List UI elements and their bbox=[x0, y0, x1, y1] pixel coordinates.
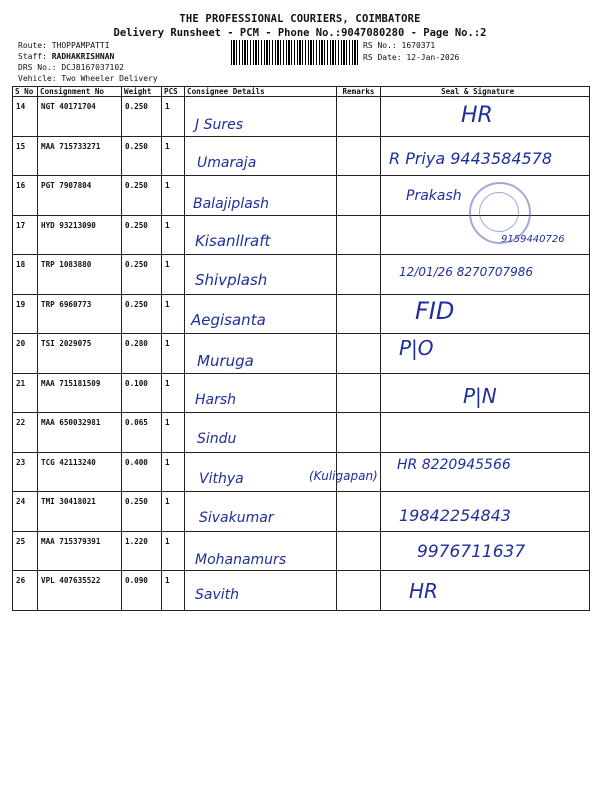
signature-handwriting: 9159440726 bbox=[501, 233, 565, 245]
staff-name: RADHAKRISHNAN bbox=[51, 52, 115, 61]
rs-date: RS Date: 12-Jan-2026 bbox=[363, 53, 460, 62]
route-label: Route: THOPPAMPATTI bbox=[18, 41, 110, 50]
row-remarks bbox=[337, 215, 381, 255]
table-row bbox=[13, 294, 590, 334]
barcode bbox=[231, 40, 359, 65]
row-pcs: 1 bbox=[162, 571, 185, 611]
row-remarks bbox=[337, 97, 381, 137]
col-consignee: Consignee Details bbox=[185, 87, 337, 97]
row-consignee bbox=[185, 176, 337, 216]
signature-handwriting: P|N bbox=[463, 383, 497, 408]
row-signature bbox=[381, 136, 590, 176]
row-weight: 0.250 bbox=[122, 176, 162, 216]
table-row bbox=[13, 413, 590, 453]
consignee-note-handwriting: (Kuligapan) bbox=[309, 468, 378, 483]
row-consignment: TCG 42113240 bbox=[38, 452, 122, 492]
runsheet-table bbox=[12, 86, 590, 611]
col-consignment: Consignment No bbox=[38, 87, 122, 97]
row-remarks bbox=[337, 136, 381, 176]
signature-handwriting: HR bbox=[409, 579, 438, 603]
row-pcs: 1 bbox=[162, 294, 185, 334]
row-remarks bbox=[337, 334, 381, 374]
row-weight: 0.250 bbox=[122, 97, 162, 137]
row-pcs: 1 bbox=[162, 334, 185, 374]
row-consignment: MAA 650032981 bbox=[38, 413, 122, 453]
consignee-handwriting: Vithya bbox=[199, 470, 244, 487]
row-consignee bbox=[185, 413, 337, 453]
row-remarks bbox=[337, 413, 381, 453]
row-sno: 17 bbox=[13, 215, 38, 255]
row-remarks bbox=[337, 571, 381, 611]
row-signature bbox=[381, 571, 590, 611]
row-weight: 0.400 bbox=[122, 452, 162, 492]
row-sno: 16 bbox=[13, 176, 38, 216]
col-pcs: PCS bbox=[162, 87, 185, 97]
row-weight: 1.220 bbox=[122, 531, 162, 571]
table-row bbox=[13, 373, 590, 413]
signature-handwriting: R Priya 9443584578 bbox=[389, 148, 553, 168]
row-remarks bbox=[337, 176, 381, 216]
signature-handwriting: HR 8220945566 bbox=[397, 456, 511, 473]
row-consignment: TRP 6960773 bbox=[38, 294, 122, 334]
signature-handwriting: 12/01/26 8270707986 bbox=[399, 265, 534, 279]
consignee-handwriting: Sindu bbox=[197, 431, 237, 447]
row-consignee bbox=[185, 452, 378, 492]
consignee-handwriting: Savith bbox=[195, 587, 240, 603]
row-pcs: 1 bbox=[162, 531, 185, 571]
row-consignee bbox=[185, 97, 337, 137]
row-signature bbox=[381, 294, 590, 334]
table-row bbox=[13, 452, 590, 492]
row-sno: 25 bbox=[13, 531, 38, 571]
row-pcs: 1 bbox=[162, 215, 185, 255]
signature-handwriting: HR bbox=[461, 103, 493, 128]
signature-handwriting: P|O bbox=[399, 336, 434, 360]
row-consignee bbox=[185, 294, 337, 334]
row-sno: 23 bbox=[13, 452, 38, 492]
row-consignment: TSI 2029075 bbox=[38, 334, 122, 374]
row-remarks bbox=[337, 294, 381, 334]
row-consignment: VPL 407635522 bbox=[38, 571, 122, 611]
table-row bbox=[13, 136, 590, 176]
runsheet-title: Delivery Runsheet - PCM - Phone No.:9047080280 - Page No.:2 bbox=[113, 27, 487, 39]
row-signature bbox=[381, 413, 590, 453]
row-consignee bbox=[185, 255, 337, 295]
signature-handwriting: FID bbox=[415, 296, 455, 325]
table-row bbox=[13, 492, 590, 532]
row-weight: 0.250 bbox=[122, 215, 162, 255]
consignee-handwriting: Umaraja bbox=[197, 154, 257, 171]
consignee-handwriting: Shivplash bbox=[195, 271, 268, 289]
consignee-handwriting: Sivakumar bbox=[199, 510, 274, 526]
row-signature bbox=[381, 452, 590, 492]
table-row bbox=[13, 334, 590, 374]
row-sno: 18 bbox=[13, 255, 38, 295]
row-signature bbox=[381, 531, 590, 571]
row-pcs: 1 bbox=[162, 176, 185, 216]
signature-handwriting: 9976711637 bbox=[417, 541, 526, 562]
row-signature bbox=[381, 373, 590, 413]
row-signature bbox=[381, 255, 590, 295]
row-weight: 0.250 bbox=[122, 294, 162, 334]
row-consignment: MAA 715181509 bbox=[38, 373, 122, 413]
row-weight: 0.065 bbox=[122, 413, 162, 453]
drs-label: DRS No.: bbox=[18, 63, 57, 72]
row-remarks bbox=[337, 373, 381, 413]
row-weight: 0.250 bbox=[122, 255, 162, 295]
row-signature bbox=[381, 492, 590, 532]
table-row bbox=[13, 571, 590, 611]
table-row bbox=[13, 255, 590, 295]
row-pcs: 1 bbox=[162, 136, 185, 176]
staff-label: Staff: bbox=[18, 52, 47, 61]
row-remarks bbox=[337, 492, 381, 532]
row-consignee bbox=[185, 571, 337, 611]
row-consignee bbox=[185, 334, 337, 374]
row-weight: 0.250 bbox=[122, 136, 162, 176]
row-consignment: HYD 93213090 bbox=[38, 215, 122, 255]
row-sno: 19 bbox=[13, 294, 38, 334]
consignee-handwriting: Balajiplash bbox=[193, 196, 269, 212]
col-remarks: Remarks bbox=[337, 87, 381, 97]
row-consignee bbox=[185, 136, 337, 176]
consignee-handwriting: Aegisanta bbox=[191, 310, 266, 329]
row-sno: 15 bbox=[13, 136, 38, 176]
col-sno: S No bbox=[13, 87, 38, 97]
row-signature bbox=[381, 334, 590, 374]
col-signature: Seal & Signature bbox=[381, 87, 590, 97]
company-title: THE PROFESSIONAL COURIERS, COIMBATORE bbox=[179, 13, 421, 25]
consignee-handwriting: Harsh bbox=[195, 391, 237, 408]
row-consignment: TRP 1083880 bbox=[38, 255, 122, 295]
row-pcs: 1 bbox=[162, 373, 185, 413]
staff-line bbox=[18, 52, 114, 63]
row-consignee bbox=[185, 492, 337, 532]
col-weight: Weight bbox=[122, 87, 162, 97]
row-weight: 0.250 bbox=[122, 492, 162, 532]
signature-handwriting: Prakash bbox=[406, 188, 462, 204]
row-consignment: MAA 715733271 bbox=[38, 136, 122, 176]
row-pcs: 1 bbox=[162, 255, 185, 295]
row-remarks bbox=[337, 255, 381, 295]
company-seal-stamp bbox=[469, 182, 531, 244]
row-sno: 21 bbox=[13, 373, 38, 413]
signature-handwriting: 19842254843 bbox=[399, 506, 511, 525]
row-weight: 0.280 bbox=[122, 334, 162, 374]
row-sno: 26 bbox=[13, 571, 38, 611]
row-consignee bbox=[185, 373, 337, 413]
row-pcs: 1 bbox=[162, 492, 185, 532]
row-weight: 0.090 bbox=[122, 571, 162, 611]
row-pcs: 1 bbox=[162, 97, 185, 137]
rs-number: RS No.: 1670371 bbox=[363, 41, 436, 50]
row-consignment: PGT 7907804 bbox=[38, 176, 122, 216]
row-sno: 22 bbox=[13, 413, 38, 453]
row-pcs: 1 bbox=[162, 452, 185, 492]
consignee-handwriting: Muruga bbox=[197, 352, 254, 370]
row-sno: 24 bbox=[13, 492, 38, 532]
table-header-row bbox=[13, 87, 590, 97]
row-consignee bbox=[185, 531, 337, 571]
consignee-handwriting: Kisanllraft bbox=[195, 231, 271, 250]
row-sno: 20 bbox=[13, 334, 38, 374]
row-consignment: NGT 40171704 bbox=[38, 97, 122, 137]
consignee-handwriting: J Sures bbox=[195, 117, 244, 133]
drs-number: DCJ8167037102 bbox=[61, 63, 124, 72]
vehicle-label: Vehicle: Two Wheeler Delivery bbox=[18, 74, 158, 83]
row-consignment: MAA 715379391 bbox=[38, 531, 122, 571]
row-weight: 0.100 bbox=[122, 373, 162, 413]
drs-line bbox=[18, 63, 124, 74]
table-row bbox=[13, 531, 590, 571]
row-consignment: TMI 30418021 bbox=[38, 492, 122, 532]
row-consignee bbox=[185, 215, 337, 255]
table-row bbox=[13, 97, 590, 137]
row-pcs: 1 bbox=[162, 413, 185, 453]
row-signature bbox=[381, 97, 590, 137]
row-remarks bbox=[337, 531, 381, 571]
row-sno: 14 bbox=[13, 97, 38, 137]
consignee-handwriting: Mohanamurs bbox=[195, 551, 287, 568]
